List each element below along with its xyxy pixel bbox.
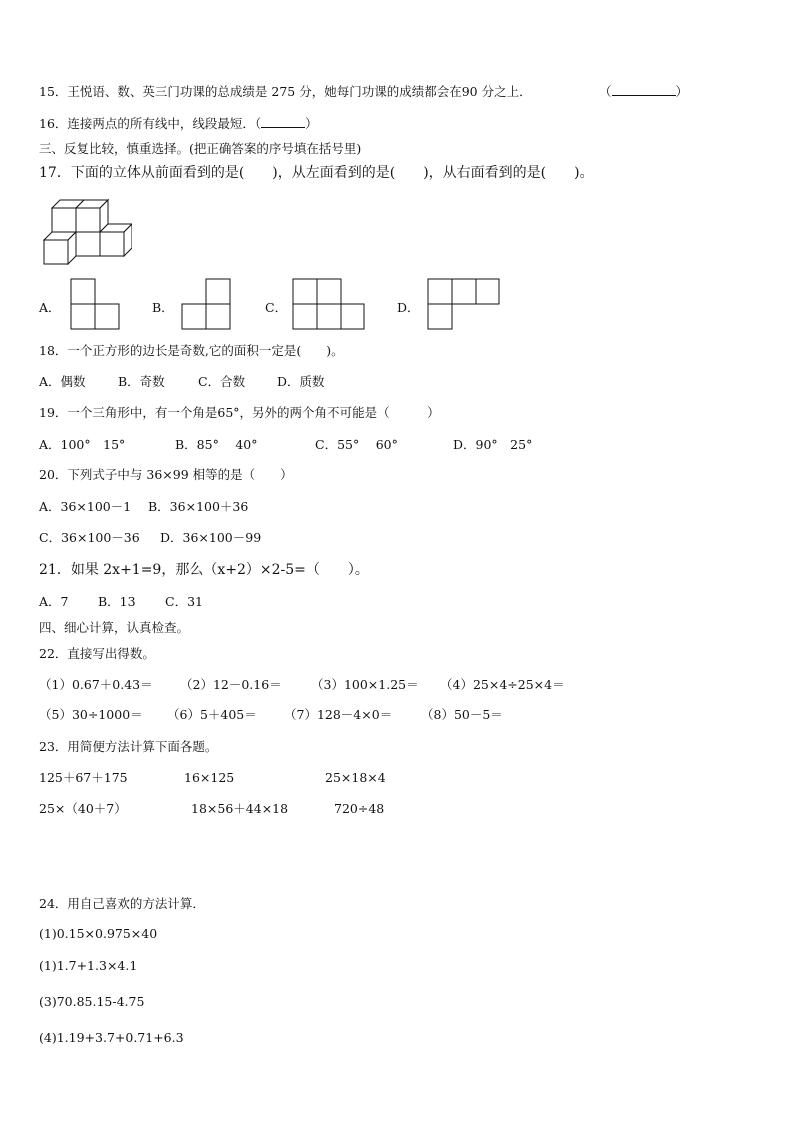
q22-item: （6）5＋405＝ — [167, 707, 257, 722]
option-c-figure[interactable] — [292, 278, 365, 330]
q22-item: （8）50－5＝ — [421, 707, 503, 722]
q18-option-a[interactable]: A．偶数 — [39, 374, 86, 389]
question-23-text: 23．用简便方法计算下面各题。 — [39, 739, 218, 754]
q19-option-d[interactable]: D．90° 25° — [453, 437, 533, 452]
q18-option-c[interactable]: C．合数 — [198, 374, 246, 389]
q19-option-b[interactable]: B．85° 40° — [175, 437, 258, 452]
q23-item: 16×125 — [184, 770, 235, 785]
question-18-text: 18．一个正方形的边长是奇数,它的面积一定是( )。 — [39, 343, 344, 358]
q21-option-b[interactable]: B．13 — [98, 594, 136, 609]
question-19-text: 19．一个三角形中，有一个角是65°，另外的两个角不可能是（ ） — [39, 405, 440, 420]
question-15-answer: （ ） — [599, 84, 689, 99]
option-a-figure[interactable] — [70, 278, 120, 330]
option-c-label: C． — [265, 300, 288, 315]
section-4-heading: 四、细心计算，认真检查。 — [39, 620, 190, 635]
cube-solid-figure — [40, 196, 132, 266]
q24-item: (1)1.7+1.3×4.1 — [39, 958, 138, 973]
question-21-text: 21．如果 2x+1=9，那么（x+2）×2-5=（ ）。 — [39, 562, 369, 578]
q18-option-b[interactable]: B．奇数 — [118, 374, 165, 389]
question-15-text: 15．王悦语、数、英三门功课的总成绩是 275 分，她每门功课的成绩都会在90 分之上． — [39, 84, 532, 99]
q23-item: 25×（40＋7） — [39, 801, 127, 816]
q21-option-a[interactable]: A．7 — [39, 594, 69, 609]
question-20-text: 20．下列式子中与 36×99 相等的是（ ） — [39, 467, 293, 482]
q18-option-d[interactable]: D．质数 — [277, 374, 325, 389]
q20-option-c[interactable]: C．36×100－36 — [39, 530, 140, 545]
q22-item: （4）25×4÷25×4＝ — [440, 677, 565, 692]
question-15 — [39, 84, 532, 100]
question-22-text: 22．直接写出得数。 — [39, 646, 155, 661]
q24-item: (1)0.15×0.975×40 — [39, 926, 158, 941]
q22-item: （3）100×1.25＝ — [311, 677, 419, 692]
q22-item: （2）12－0.16＝ — [180, 677, 282, 692]
answer-blank[interactable] — [261, 116, 305, 128]
q23-item: 720÷48 — [334, 801, 385, 816]
q21-option-c[interactable]: C．31 — [165, 594, 203, 609]
q20-option-d[interactable]: D．36×100－99 — [160, 530, 262, 545]
question-17-text: 17．下面的立体从前面看到的是( )，从左面看到的是( )，从右面看到的是( )。 — [39, 165, 594, 181]
option-d-figure[interactable] — [427, 278, 500, 330]
q20-option-a[interactable]: A．36×100－1 — [39, 499, 132, 514]
q19-option-a[interactable]: A．100° 15° — [39, 437, 126, 452]
option-a-label: A． — [39, 300, 61, 315]
q23-item: 18×56＋44×18 — [191, 801, 289, 816]
section-3-heading: 三、反复比较，慎重选择。(把正确答案的序号填在括号里) — [39, 141, 362, 156]
q19-option-c[interactable]: C．55° 60° — [315, 437, 398, 452]
q22-item: （7）128－4×0＝ — [284, 707, 393, 722]
q20-option-b[interactable]: B．36×100＋36 — [148, 499, 249, 514]
q22-item: （1）0.67＋0.43＝ — [39, 677, 153, 692]
q23-item: 25×18×4 — [325, 770, 386, 785]
q24-item: (3)70.85.15-4.75 — [39, 994, 145, 1009]
question-24-text: 24．用自己喜欢的方法计算． — [39, 896, 205, 911]
option-b-figure[interactable] — [181, 278, 231, 330]
option-d-label: D． — [397, 300, 420, 315]
question-16: 16．连接两点的所有线中，线段最短．（ ） — [39, 116, 318, 131]
question-16-text: 16．连接两点的所有线中，线段最短．（ — [39, 116, 262, 131]
answer-blank[interactable] — [612, 84, 676, 96]
q24-item: (4)1.19+3.7+0.71+6.3 — [39, 1030, 184, 1045]
q22-item: （5）30÷1000＝ — [39, 707, 143, 722]
option-b-label: B． — [152, 300, 174, 315]
q23-item: 125＋67＋175 — [39, 770, 128, 785]
